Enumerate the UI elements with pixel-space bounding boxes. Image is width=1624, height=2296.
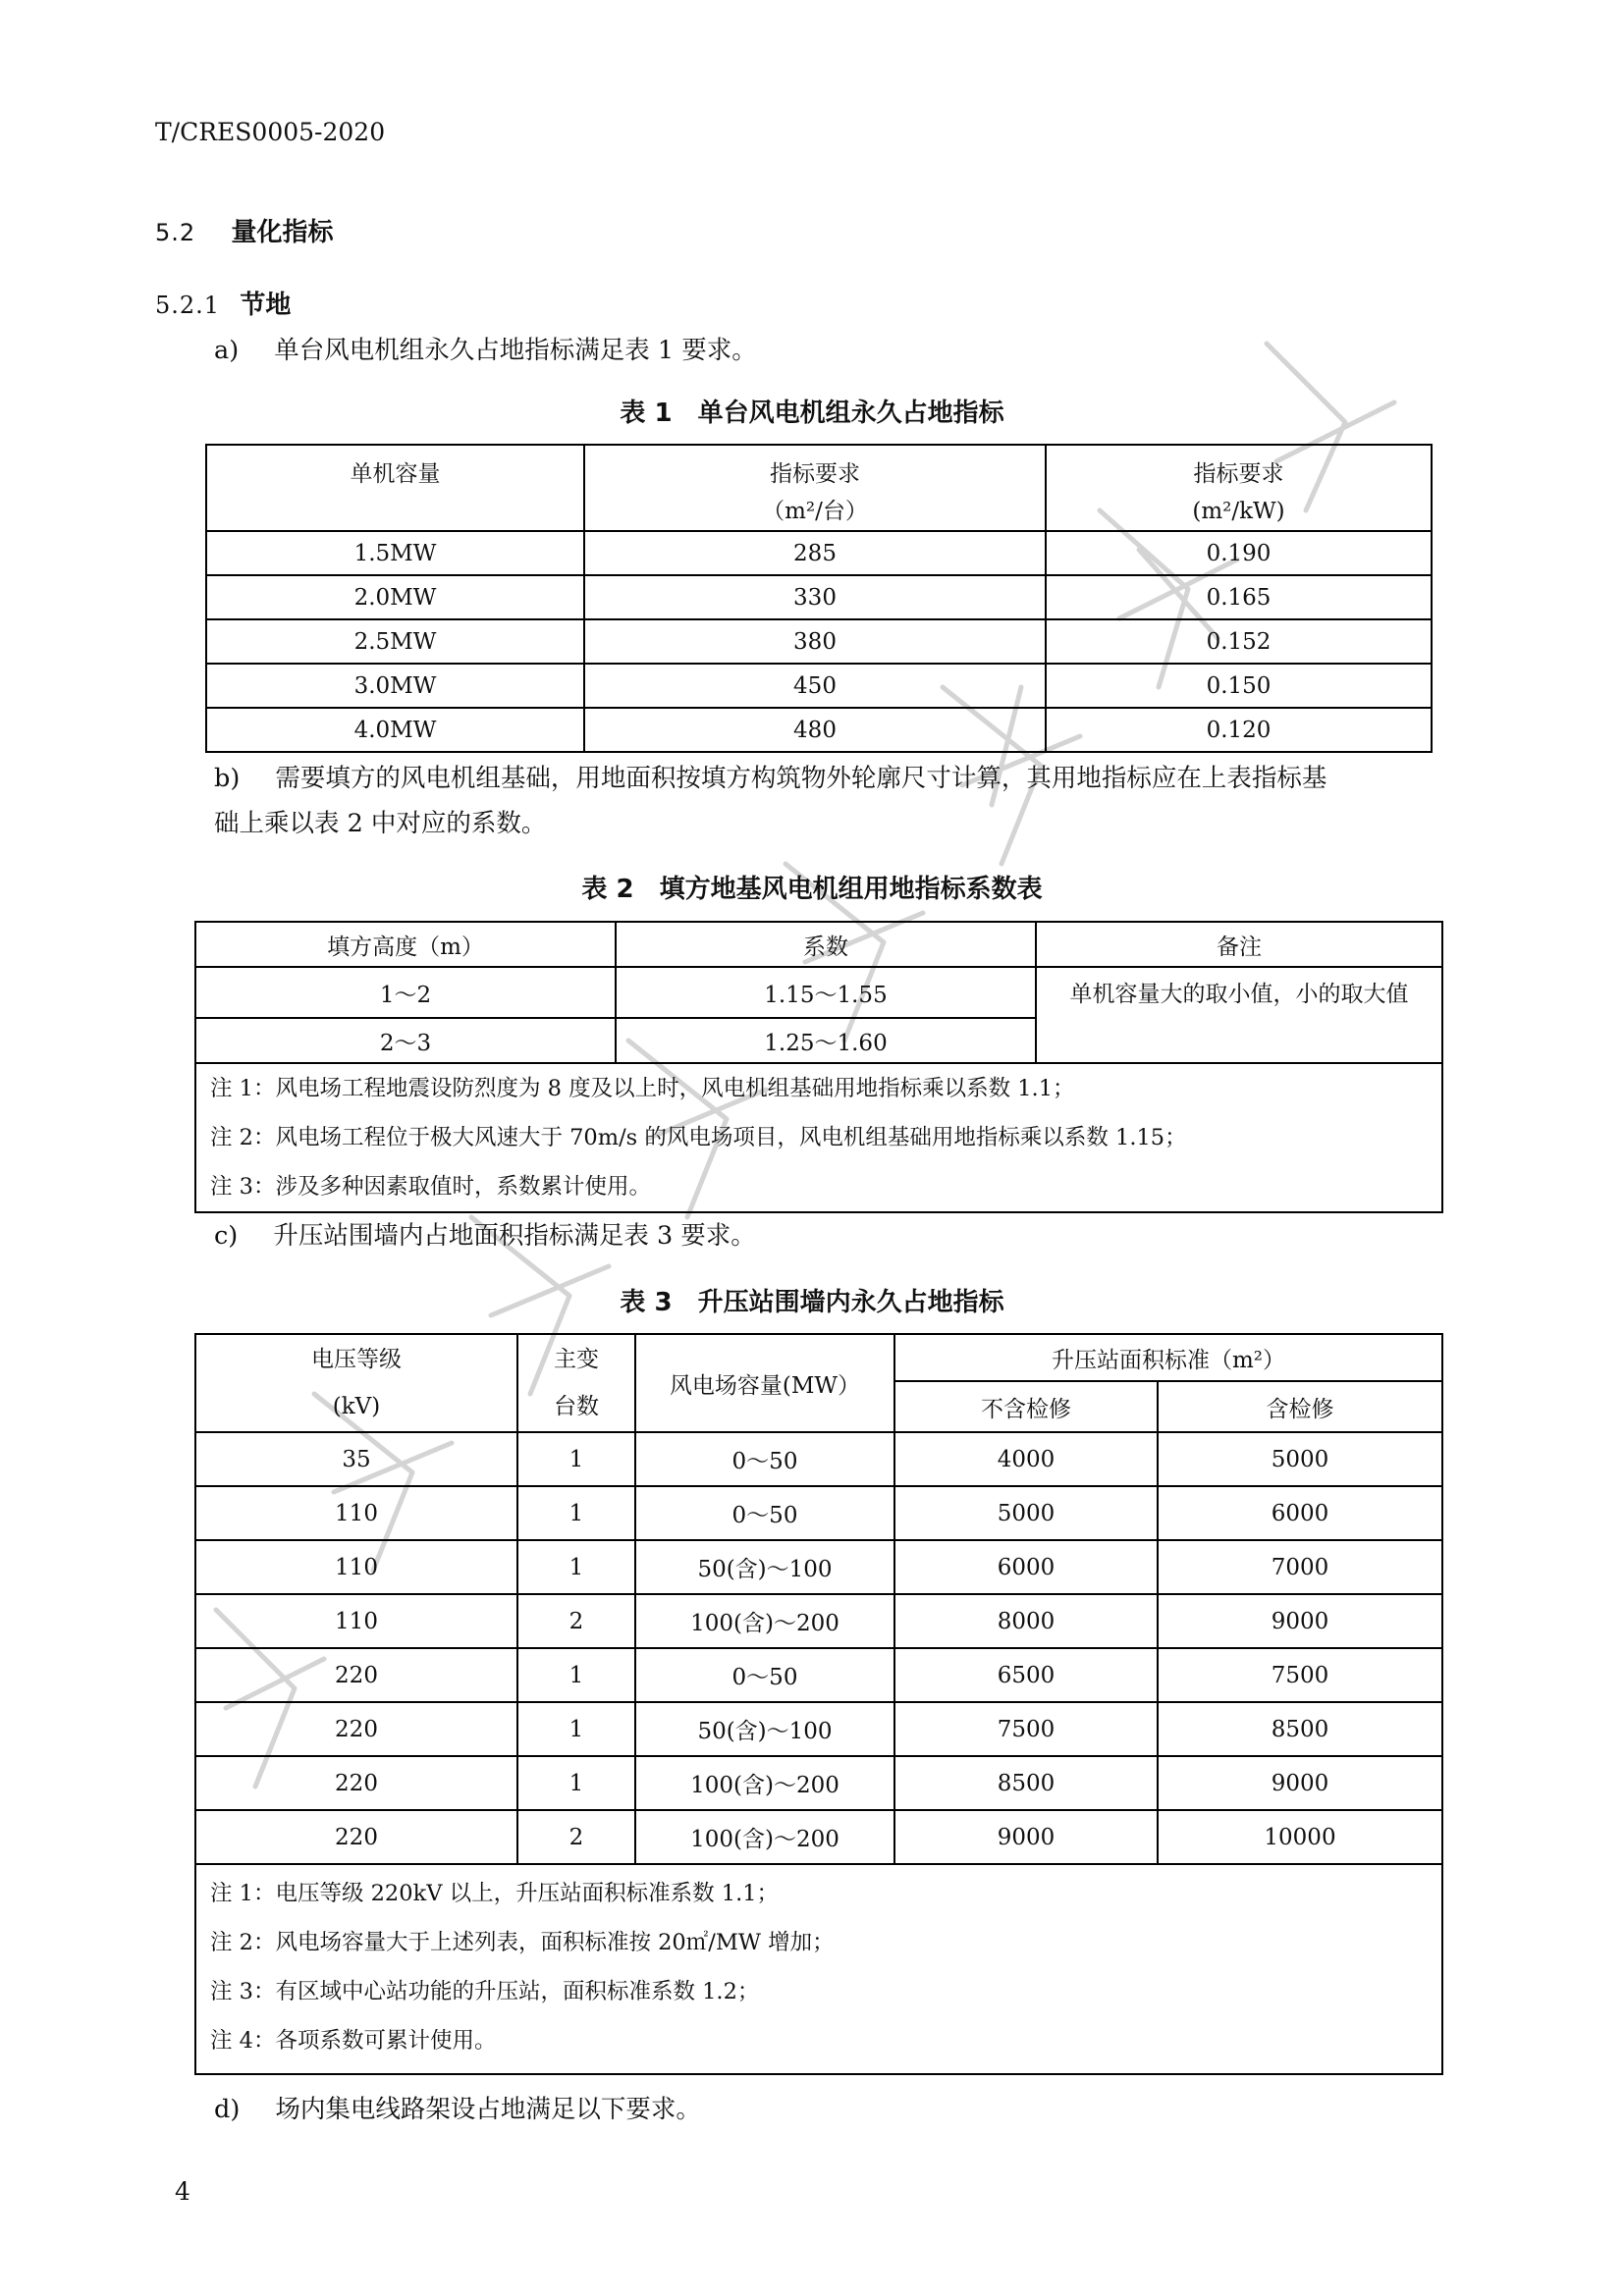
note: 注 3：涉及多种因素取值时，系数累计使用。: [210, 1174, 651, 1200]
cell: 1～2: [195, 967, 616, 1018]
cell: 50(含)～100: [635, 1540, 894, 1594]
header-capacity: 单机容量: [206, 445, 584, 531]
page-number: 4: [175, 2177, 190, 2206]
table-header-row: [195, 1334, 1442, 1381]
section-title: 量化指标: [231, 218, 334, 247]
table3-caption: 表 3 升压站围墙内永久占地指标: [620, 1288, 1004, 1317]
cell: 110: [195, 1540, 517, 1594]
cell: 4.0MW: [206, 708, 584, 752]
table-row: [195, 1486, 1442, 1540]
cell: 100(含)～200: [635, 1594, 894, 1648]
cell: 330: [584, 575, 1046, 619]
table1-caption: 表 1 单台风电机组永久占地指标: [620, 399, 1004, 428]
item-text-line2: 础上乘以表 2 中对应的系数。: [214, 809, 547, 838]
cell: 10000: [1158, 1810, 1442, 1864]
cell: 220: [195, 1810, 517, 1864]
cell: 0～50: [635, 1432, 894, 1486]
cell: 3.0MW: [206, 664, 584, 708]
cell: 2: [517, 1810, 635, 1864]
cell: 2～3: [195, 1018, 616, 1063]
cell: 1.5MW: [206, 531, 584, 575]
cell: 110: [195, 1486, 517, 1540]
table-row: [195, 1702, 1442, 1756]
table-row: [195, 1648, 1442, 1702]
header-remark: 备注: [1036, 922, 1442, 967]
cell: 1.15～1.55: [616, 967, 1036, 1018]
cell: 110: [195, 1594, 517, 1648]
item-d: [214, 2087, 701, 2132]
cell: 6000: [894, 1540, 1158, 1594]
cell: 7500: [1158, 1648, 1442, 1702]
cell: 0.120: [1046, 708, 1432, 752]
table-row: [195, 1540, 1442, 1594]
table2: [194, 921, 1443, 1213]
cell: 1: [517, 1702, 635, 1756]
cell: 380: [584, 619, 1046, 664]
note: 注 2：风电场容量大于上述列表，面积标准按 20㎡/MW 增加；: [210, 1930, 835, 1955]
cell: 220: [195, 1702, 517, 1756]
cell: 220: [195, 1648, 517, 1702]
cell: 35: [195, 1432, 517, 1486]
table-row: [206, 664, 1432, 708]
cell: 8500: [1158, 1702, 1442, 1756]
notes-cell: [195, 1063, 1442, 1212]
header-transformer-count: 主变 台数: [517, 1334, 635, 1432]
section-number: 5.2: [155, 219, 196, 246]
section-heading-5-2-1: [155, 285, 291, 321]
cell: 1: [517, 1540, 635, 1594]
cell: 100(含)～200: [635, 1756, 894, 1810]
note: 注 4：各项系数可累计使用。: [210, 2028, 497, 2054]
item-text-line1: 需要填方的风电机组基础，用地面积按填方构筑物外轮廓尺寸计算，其用地指标应在上表指标基: [275, 764, 1327, 793]
cell: 1: [517, 1432, 635, 1486]
cell: 50(含)～100: [635, 1702, 894, 1756]
cell: 5000: [894, 1486, 1158, 1540]
table-row: [195, 1594, 1442, 1648]
cell: 480: [584, 708, 1046, 752]
section-title: 节地: [240, 291, 292, 320]
document-code: T/CRES0005-2020: [155, 118, 386, 146]
cell: 2.0MW: [206, 575, 584, 619]
note: 注 2：风电场工程位于极大风速大于 70m/s 的风电场项目，风电机组基础用地指标乘以系数 1.15；: [210, 1125, 1187, 1150]
cell: 5000: [1158, 1432, 1442, 1486]
header-no-maintenance: 不含检修: [894, 1381, 1158, 1432]
cell: 8500: [894, 1756, 1158, 1810]
table-header-row: [195, 922, 1442, 967]
cell: 0～50: [635, 1486, 894, 1540]
table-row: [195, 1756, 1442, 1810]
cell: 1: [517, 1486, 635, 1540]
cell: 450: [584, 664, 1046, 708]
cell: 6000: [1158, 1486, 1442, 1540]
table-header-row: [206, 445, 1432, 531]
item-label: d): [214, 2095, 241, 2124]
header-coefficient: 系数: [616, 922, 1036, 967]
cell: 285: [584, 531, 1046, 575]
cell: 6500: [894, 1648, 1158, 1702]
note: 注 1：风电场工程地震设防烈度为 8 度及以上时，风电机组基础用地指标乘以系数 1.1；: [210, 1076, 1075, 1101]
cell: 9000: [894, 1810, 1158, 1864]
item-c: [214, 1213, 756, 1258]
header-index-per-unit: 指标要求 （m²/台）: [584, 445, 1046, 531]
table-row: [195, 1432, 1442, 1486]
header-voltage: 电压等级 (kV): [195, 1334, 517, 1432]
cell: 0.152: [1046, 619, 1432, 664]
table1: [205, 444, 1433, 753]
header-capacity: 风电场容量(MW）: [635, 1334, 894, 1432]
cell: 7000: [1158, 1540, 1442, 1594]
table-row: [195, 967, 1442, 1018]
header-fill-height: 填方高度（m）: [195, 922, 616, 967]
cell: 9000: [1158, 1594, 1442, 1648]
item-a: [214, 328, 757, 373]
table-row: [206, 708, 1432, 752]
cell: 0.190: [1046, 531, 1432, 575]
item-label: a): [214, 336, 240, 365]
item-text: 单台风电机组永久占地指标满足表 1 要求。: [274, 336, 757, 365]
header-area-standard: 升压站面积标准（m²）: [894, 1334, 1442, 1381]
item-label: b): [214, 764, 241, 793]
cell: 4000: [894, 1432, 1158, 1486]
table-row: [206, 575, 1432, 619]
note: 注 3：有区域中心站功能的升压站，面积标准系数 1.2；: [210, 1979, 760, 2004]
cell: 9000: [1158, 1756, 1442, 1810]
item-b: [214, 756, 1490, 846]
item-label: c): [214, 1221, 239, 1251]
notes-cell: [195, 1864, 1442, 2074]
cell: 8000: [894, 1594, 1158, 1648]
header-index-per-kw: 指标要求 (m²/kW): [1046, 445, 1432, 531]
cell: 2: [517, 1594, 635, 1648]
table3: [194, 1333, 1443, 2075]
cell: 7500: [894, 1702, 1158, 1756]
table2-caption: 表 2 填方地基风电机组用地指标系数表: [581, 875, 1043, 904]
table-row: [206, 531, 1432, 575]
cell: 1: [517, 1648, 635, 1702]
header-with-maintenance: 含检修: [1158, 1381, 1442, 1432]
table-row: [206, 619, 1432, 664]
remark-cell: 单机容量大的取小值，小的取大值: [1036, 967, 1442, 1063]
cell: 2.5MW: [206, 619, 584, 664]
cell: 100(含)～200: [635, 1810, 894, 1864]
table-notes-row: [195, 1063, 1442, 1212]
cell: 1.25～1.60: [616, 1018, 1036, 1063]
cell: 0.165: [1046, 575, 1432, 619]
table-notes-row: [195, 1864, 1442, 2074]
cell: 1: [517, 1756, 635, 1810]
cell: 0.150: [1046, 664, 1432, 708]
item-text: 场内集电线路架设占地满足以下要求。: [275, 2095, 701, 2124]
section-number: 5.2.1: [155, 292, 221, 319]
item-text: 升压站围墙内占地面积指标满足表 3 要求。: [273, 1221, 756, 1251]
cell: 220: [195, 1756, 517, 1810]
cell: 0～50: [635, 1648, 894, 1702]
section-heading-5-2: [155, 212, 333, 248]
note: 注 1：电压等级 220kV 以上，升压站面积标准系数 1.1；: [210, 1881, 780, 1906]
table-row: [195, 1810, 1442, 1864]
